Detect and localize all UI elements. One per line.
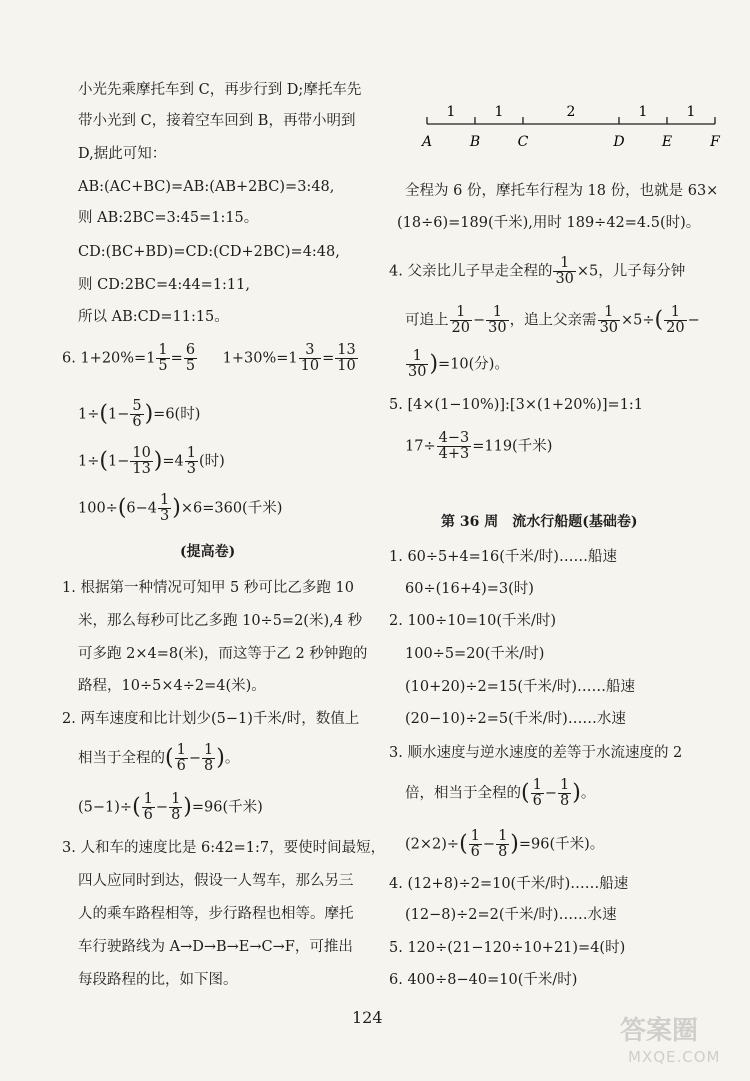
text-line: (20−10)÷2=5(千米/时)……水速	[405, 711, 626, 727]
q4-line-2: 可追上 $\frac{1}{20}$ − $\frac{1}{30}$ ，追上父亲需 $\frac{1}{30}$ ×5÷( $\frac{1}{20}$ −	[405, 304, 700, 336]
text-line: 6. 400÷8−40=10(千米/时)	[389, 972, 578, 988]
text-line: 60÷(16+4)=3(时)	[405, 581, 534, 597]
text-line: 3. 人和车的速度比是 6:42=1:7，要使时间最短，	[62, 840, 386, 856]
q4-line-3: $\frac{1}{30}$ )=10(分)。	[408, 348, 509, 380]
text-line: 4. (12+8)÷2=10(千米/时)……船速	[389, 876, 629, 892]
text-line: 车行驶路线为 A→D→B→E→C→F，可推出	[78, 939, 353, 955]
math-line: 倍，相当于全程的( $\frac{1}{6}$ − $\frac{1}{8}$ )。	[405, 777, 596, 809]
text-line: 米，那么每秒可比乙多跑 10÷5=2(米),4 秒	[78, 613, 363, 629]
fraction: $\frac{1}{30}$	[408, 348, 427, 380]
math-line: 则 AB:2BC=3:45=1:15。	[78, 210, 259, 226]
math-line: 5. [4×(1−10%)]:[3×(1+20%)]=1:1	[389, 397, 644, 413]
fraction: $\frac{1}{20}$	[666, 304, 685, 336]
fraction: $\frac{5}{6}$	[132, 398, 142, 430]
math-line: 17÷ $\frac{4-3}{4+3}$ =119(千米)	[405, 430, 553, 462]
q6-line-1: 6. 1+20%=1 $\frac{1}{5}$ = $\frac{6}{5}$ 1+30%=1 $\frac{3}{10}$ = $\frac{13}{10}$	[62, 342, 356, 374]
watermark-logo: 答案圈 MXQE.COM	[620, 1016, 721, 1066]
math-line: 则 CD:2BC=4:44=1:11,	[78, 277, 250, 293]
text-line: 路程，10÷5×4÷2=4(米)。	[78, 678, 266, 694]
text-line: (12−8)÷2=2(千米/时)……水速	[405, 907, 617, 923]
fraction: $\frac{1}{5}$	[158, 342, 168, 374]
text-line: 带小光到 C，接着空车回到 B，再带小明到	[78, 113, 356, 129]
fraction: $\frac{1}{30}$	[555, 255, 574, 287]
point-label: D	[613, 134, 625, 150]
math-line: (2×2)÷( $\frac{1}{6}$ − $\frac{1}{8}$ )=96(千米)。	[405, 828, 605, 860]
text-line: 小光先乘摩托车到 C，再步行到 D;摩托车先	[78, 82, 362, 98]
fraction: $\frac{1}{20}$	[451, 304, 470, 336]
text-line: 100÷5=20(千米/时)	[405, 646, 545, 662]
math-line: AB:(AC+BC)=AB:(AB+2BC)=3:48,	[78, 179, 335, 195]
text-line: (18÷6)=189(千米),用时 189÷42=4.5(时)。	[397, 215, 701, 231]
fraction: $\frac{4-3}{4+3}$	[438, 430, 470, 462]
segment-label: 1	[446, 104, 456, 120]
fraction: $\frac{13}{10}$	[337, 342, 356, 374]
point-label: E	[661, 134, 673, 150]
page-number: 124	[352, 1008, 383, 1027]
text-line: 每段路程的比，如下图。	[78, 972, 238, 988]
fraction: $\frac{1}{6}$	[532, 777, 542, 809]
math-line: CD:(BC+BD)=CD:(CD+2BC)=4:48,	[78, 244, 340, 260]
point-label: C	[517, 134, 529, 150]
segment-label: 1	[494, 104, 504, 120]
segment-label: 2	[566, 104, 576, 120]
math-line: 相当于全程的( $\frac{1}{6}$ − $\frac{1}{8}$ )。	[78, 742, 240, 774]
segment-diagram	[405, 100, 735, 155]
segment-label: 1	[638, 104, 648, 120]
fraction: $\frac{1}{3}$	[186, 445, 196, 477]
point-label: A	[421, 134, 433, 150]
text-line: 人的乘车路程相等，步行路程也相等。摩托	[78, 906, 354, 922]
text-line: 四人应同时到达，假设一人驾车，那么另三	[78, 873, 354, 889]
fraction: $\frac{1}{8}$	[559, 777, 570, 809]
section-heading: (提高卷)	[180, 544, 236, 560]
math-line: (5−1)÷( $\frac{1}{6}$ − $\frac{1}{8}$ )=96(千米)	[78, 791, 263, 823]
fraction: $\frac{1}{3}$	[160, 492, 170, 524]
text-line: 全程为 6 份，摩托车行程为 18 份，也就是 63×	[405, 183, 719, 199]
text-line: (10+20)÷2=15(千米/时)……船速	[405, 679, 636, 695]
q6-line-4: 100÷(6−4 $\frac{1}{3}$ )×6=360(千米)	[78, 492, 283, 524]
math-line: 所以 AB:CD=11:15。	[78, 309, 229, 325]
fraction: $\frac{3}{10}$	[300, 342, 320, 374]
section-heading: 第 36 周 流水行船题(基础卷)	[441, 514, 638, 530]
fraction: $\frac{1}{6}$	[176, 742, 186, 774]
fraction: $\frac{1}{6}$	[470, 828, 480, 860]
fraction: $\frac{1}{6}$	[143, 791, 153, 823]
text-line: 2. 两车速度和比计划少(5−1)千米/时，数值上	[62, 711, 360, 727]
text-line: 1. 60÷5+4=16(千米/时)……船速	[389, 549, 617, 565]
fraction: $\frac{1}{8}$	[171, 791, 181, 823]
point-label: F	[710, 134, 720, 150]
fraction: $\frac{6}{5}$	[185, 342, 196, 374]
text-line: 2. 100÷10=10(千米/时)	[389, 613, 557, 629]
fraction: $\frac{10}{13}$	[132, 445, 151, 477]
q6-line-2: 1÷(1− $\frac{5}{6}$ )=6(时)	[78, 398, 201, 430]
text-line: D,据此可知：	[78, 146, 167, 162]
text-line: 3. 顺水速度与逆水速度的差等于水流速度的 2	[389, 745, 683, 761]
fraction: $\frac{1}{8}$	[498, 828, 508, 860]
text-line: 可多跑 2×4=8(米)，而这等于乙 2 秒钟跑的	[78, 646, 368, 662]
text-line: 5. 120÷(21−120÷10+21)=4(时)	[389, 940, 626, 956]
q6-line-3: 1÷(1− $\frac{10}{13}$ )=4 $\frac{1}{3}$ (时)	[78, 445, 225, 477]
fraction: $\frac{1}{30}$	[599, 304, 619, 336]
fraction: $\frac{1}{30}$	[488, 304, 507, 336]
q4-line-1: 4. 父亲比儿子早走全程的 $\frac{1}{30}$ ×5，儿子每分钟	[389, 255, 686, 287]
segment-label: 1	[686, 104, 696, 120]
point-label: B	[469, 134, 481, 150]
text-line: 1. 根据第一种情况可知甲 5 秒可比乙多跑 10	[62, 580, 354, 596]
fraction: $\frac{1}{8}$	[203, 742, 214, 774]
